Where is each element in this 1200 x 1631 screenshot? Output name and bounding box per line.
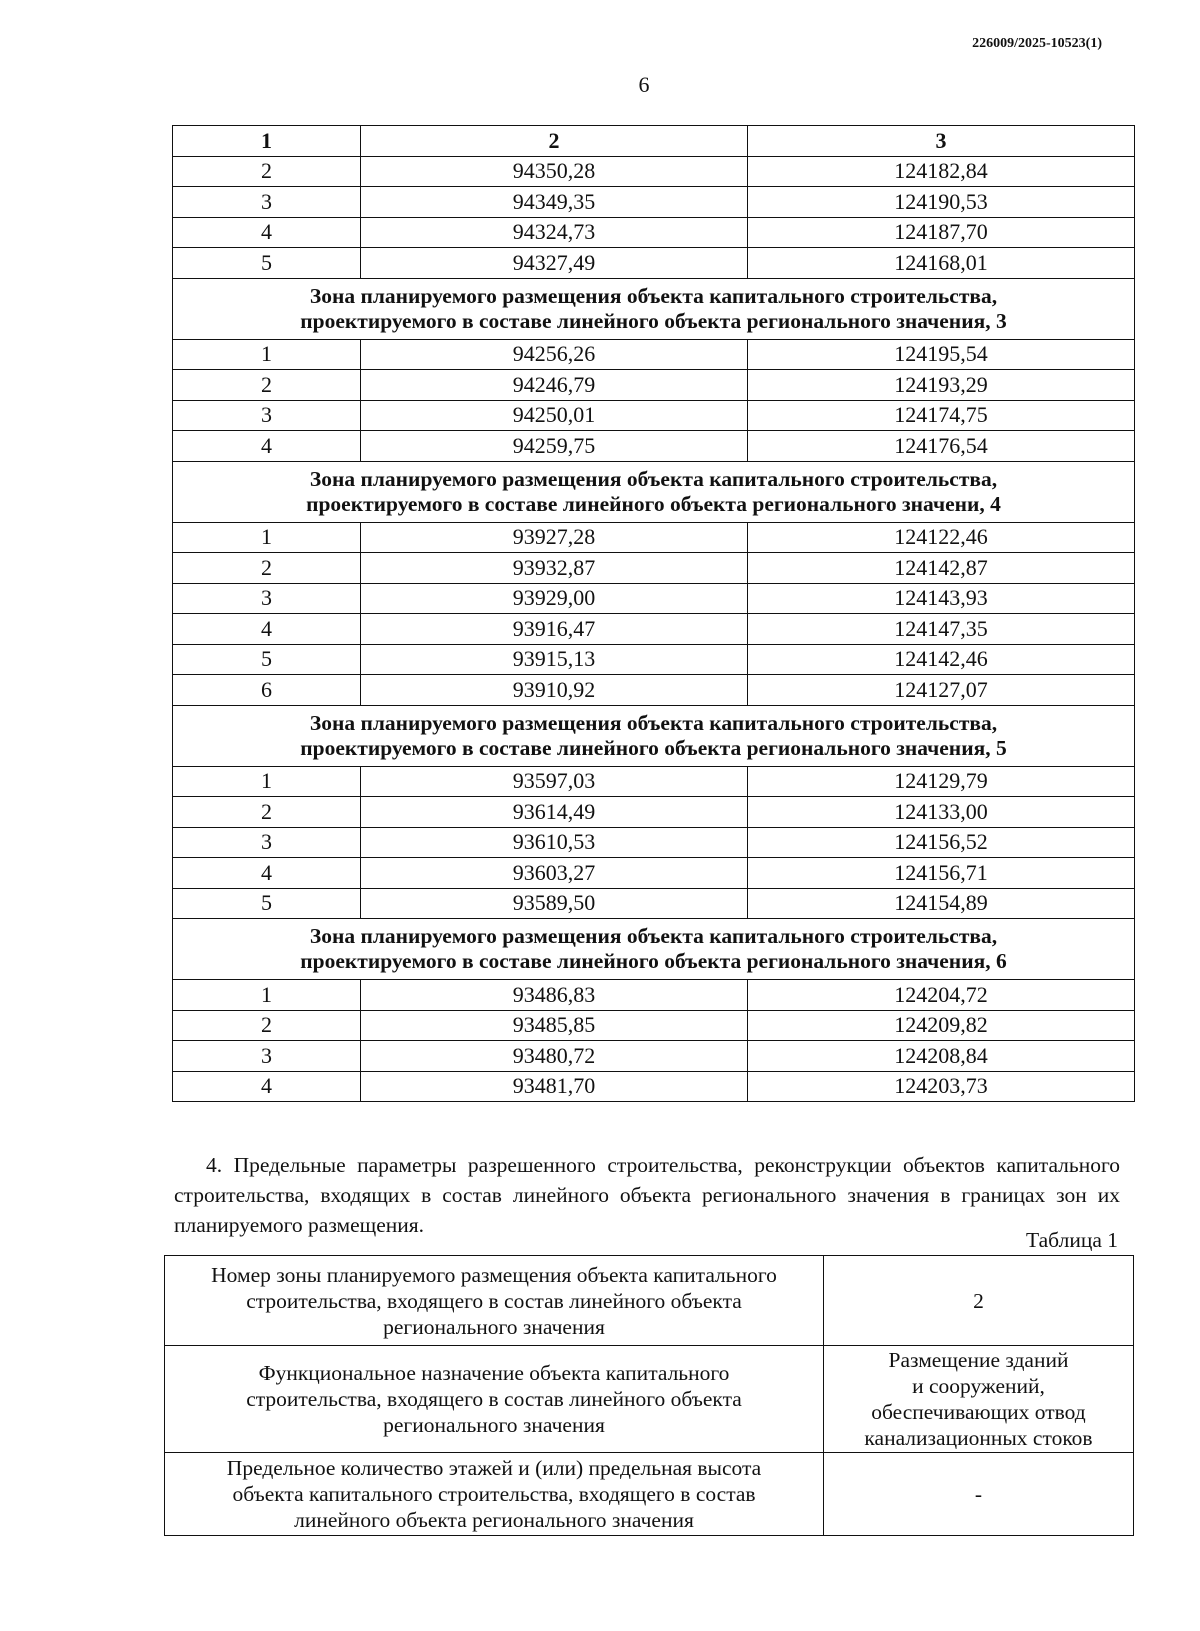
point-number: 3 (173, 187, 361, 218)
coordinate-x: 94246,79 (361, 370, 748, 401)
point-number: 2 (173, 370, 361, 401)
coordinate-y: 124156,52 (748, 827, 1135, 858)
coordinate-x: 93929,00 (361, 583, 748, 614)
params-row (165, 1256, 1134, 1346)
zone-title-line: проектируемого в составе линейного объекта регионального значени, 4 (306, 491, 1001, 516)
zone-header-row (173, 919, 1135, 980)
coordinate-y: 124154,89 (748, 888, 1135, 919)
coordinate-x: 94250,01 (361, 400, 748, 431)
zone-title-line: Зона планируемого размещения объекта капитального строительства, (309, 283, 998, 308)
coordinate-y: 124174,75 (748, 400, 1135, 431)
param-label-line: Предельное количество этажей и (или) предельная высота (226, 1456, 762, 1480)
coordinate-x: 93916,47 (361, 614, 748, 645)
coordinate-y: 124176,54 (748, 431, 1135, 462)
param-label-line: Номер зоны планируемого размещения объекта капитального (211, 1262, 777, 1287)
coordinate-y: 124187,70 (748, 217, 1135, 248)
coordinate-x: 94349,35 (361, 187, 748, 218)
coordinate-x: 93597,03 (361, 766, 748, 797)
document-number: 226009/2025-10523(1) (972, 36, 1102, 51)
coordinate-x: 93915,13 (361, 644, 748, 675)
table-row (173, 400, 1135, 431)
zone-title-line: Зона планируемого размещения объекта капитального строительства, (309, 710, 998, 735)
table-row (173, 431, 1135, 462)
params-row (165, 1346, 1134, 1453)
coordinate-x: 94256,26 (361, 339, 748, 370)
page-number: 6 (638, 72, 650, 97)
point-number: 4 (173, 1071, 361, 1102)
table-row (173, 858, 1135, 889)
param-value-line: канализационных стоков (864, 1426, 1093, 1450)
coordinate-x: 93589,50 (361, 888, 748, 919)
coordinate-x: 93927,28 (361, 522, 748, 553)
param-label-line: строительства, входящего в состав линейного объекта (246, 1288, 742, 1313)
coordinate-x: 94324,73 (361, 217, 748, 248)
param-label (165, 1346, 824, 1453)
parameters-table (164, 1255, 1134, 1536)
table-row (173, 522, 1135, 553)
coordinate-y: 124142,87 (748, 553, 1135, 584)
param-label (165, 1453, 824, 1536)
point-number: 4 (173, 431, 361, 462)
zone-title-line: проектируемого в составе линейного объекта регионального значения, 6 (300, 949, 1007, 973)
point-number: 5 (173, 248, 361, 279)
column-header: 1 (173, 126, 361, 157)
table-row (173, 797, 1135, 828)
param-value-line: - (974, 1482, 983, 1506)
param-label-line: регионального значения (383, 1314, 605, 1339)
table-row (173, 766, 1135, 797)
table-row (173, 1041, 1135, 1072)
coordinate-x: 93481,70 (361, 1071, 748, 1102)
coordinate-y: 124203,73 (748, 1071, 1135, 1102)
table-row (173, 1071, 1135, 1102)
coordinate-y: 124156,71 (748, 858, 1135, 889)
coordinate-y: 124208,84 (748, 1041, 1135, 1072)
table-row (173, 888, 1135, 919)
coordinate-y: 124193,29 (748, 370, 1135, 401)
point-number: 3 (173, 1041, 361, 1072)
table-row (173, 644, 1135, 675)
coordinate-x: 94350,28 (361, 156, 748, 187)
zone-title (173, 278, 1135, 339)
param-label-line: Функциональное назначение объекта капитального (258, 1361, 730, 1385)
table-header-row (173, 126, 1135, 157)
param-label-line: строительства, входящего в состав линейного объекта (246, 1387, 742, 1411)
zone-title-line: проектируемого в составе линейного объекта регионального значения, 3 (300, 308, 1007, 333)
zone-header-row (173, 461, 1135, 522)
point-number: 1 (173, 980, 361, 1011)
coordinate-y: 124190,53 (748, 187, 1135, 218)
point-number: 5 (173, 888, 361, 919)
table-caption: Таблица 1 (1026, 1228, 1118, 1252)
zone-title-line: проектируемого в составе линейного объекта регионального значения, 5 (300, 735, 1007, 760)
coordinate-x: 93932,87 (361, 553, 748, 584)
zone-title (173, 919, 1135, 980)
param-value-line: Размещение зданий (888, 1348, 1069, 1372)
table-row (173, 187, 1135, 218)
table-row (173, 339, 1135, 370)
point-number: 6 (173, 675, 361, 706)
point-number: 3 (173, 583, 361, 614)
coordinate-x: 93603,27 (361, 858, 748, 889)
table-row (173, 156, 1135, 187)
param-label-line: объекта капитального строительства, входящего в состав (232, 1482, 756, 1506)
section-4-paragraph: 4. Предельные параметры разрешенного строительства, реконструкции объектов капитального строительства, входящих в состав линейного объекта регионального значения в границах зон их планируемого размещения. (174, 1153, 1120, 1237)
table-row (173, 1010, 1135, 1041)
table-row (173, 370, 1135, 401)
coordinate-y: 124122,46 (748, 522, 1135, 553)
param-value (824, 1453, 1134, 1536)
point-number: 2 (173, 553, 361, 584)
point-number: 3 (173, 400, 361, 431)
coordinate-y: 124147,35 (748, 614, 1135, 645)
coordinate-x: 94327,49 (361, 248, 748, 279)
column-header: 3 (748, 126, 1135, 157)
table-row (173, 614, 1135, 645)
zone-title (173, 461, 1135, 522)
coordinate-x: 93486,83 (361, 980, 748, 1011)
param-label-line: регионального значения (383, 1413, 605, 1437)
point-number: 3 (173, 827, 361, 858)
zone-title (173, 705, 1135, 766)
param-label-line: линейного объекта регионального значения (294, 1508, 694, 1532)
param-value (824, 1256, 1134, 1346)
table-row (173, 980, 1135, 1011)
table-row (173, 248, 1135, 279)
zone-title-line: Зона планируемого размещения объекта капитального строительства, (309, 924, 998, 948)
zone-header-row (173, 705, 1135, 766)
point-number: 1 (173, 339, 361, 370)
params-row (165, 1453, 1134, 1536)
point-number: 2 (173, 1010, 361, 1041)
point-number: 2 (173, 156, 361, 187)
coordinate-y: 124129,79 (748, 766, 1135, 797)
table-row (173, 217, 1135, 248)
zone-title-line: Зона планируемого размещения объекта капитального строительства, (309, 466, 998, 491)
point-number: 2 (173, 797, 361, 828)
coordinate-y: 124182,84 (748, 156, 1135, 187)
coordinate-y: 124195,54 (748, 339, 1135, 370)
point-number: 1 (173, 766, 361, 797)
coordinate-y: 124142,46 (748, 644, 1135, 675)
table-row (173, 553, 1135, 584)
param-label (165, 1256, 824, 1346)
point-number: 4 (173, 614, 361, 645)
coordinate-y: 124143,93 (748, 583, 1135, 614)
param-value-line: 2 (973, 1288, 984, 1313)
table-row (173, 827, 1135, 858)
coordinate-x: 94259,75 (361, 431, 748, 462)
coordinate-y: 124209,82 (748, 1010, 1135, 1041)
coordinate-x: 93485,85 (361, 1010, 748, 1041)
coordinates-table (172, 125, 1135, 1102)
point-number: 1 (173, 522, 361, 553)
zone-header-row (173, 278, 1135, 339)
coordinate-y: 124127,07 (748, 675, 1135, 706)
param-value-line: обеспечивающих отвод (871, 1400, 1086, 1424)
coordinate-y: 124168,01 (748, 248, 1135, 279)
point-number: 5 (173, 644, 361, 675)
coordinate-x: 93614,49 (361, 797, 748, 828)
coordinate-x: 93480,72 (361, 1041, 748, 1072)
coordinate-x: 93610,53 (361, 827, 748, 858)
point-number: 4 (173, 217, 361, 248)
table-row (173, 583, 1135, 614)
coordinate-x: 93910,92 (361, 675, 748, 706)
coordinate-y: 124133,00 (748, 797, 1135, 828)
param-value-line: и сооружений, (912, 1374, 1045, 1398)
point-number: 4 (173, 858, 361, 889)
column-header: 2 (361, 126, 748, 157)
param-value (824, 1346, 1134, 1453)
table-row (173, 675, 1135, 706)
coordinate-y: 124204,72 (748, 980, 1135, 1011)
